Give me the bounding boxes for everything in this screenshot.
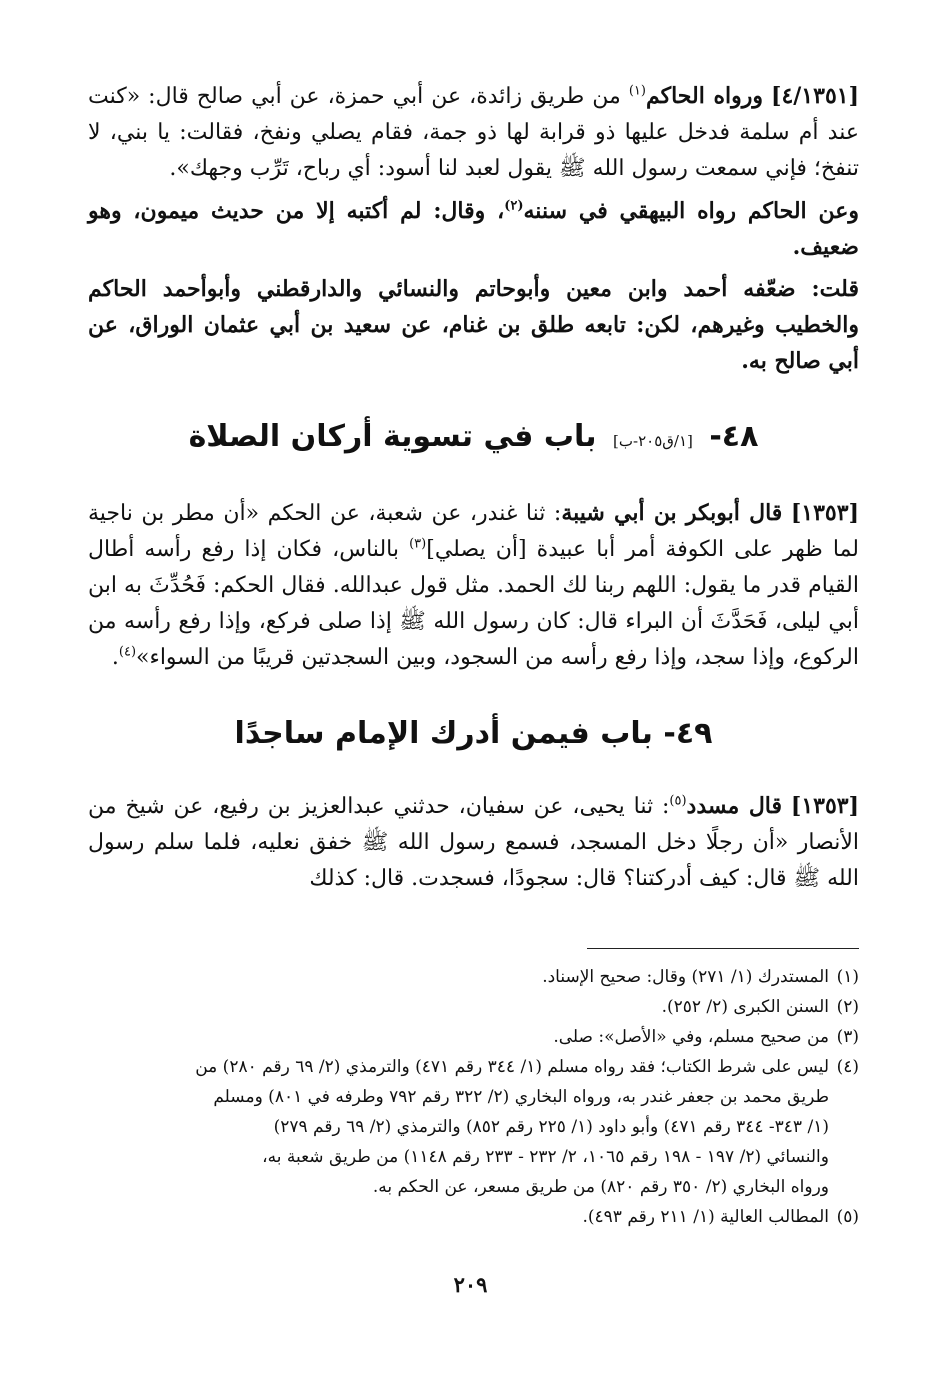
main-text bbox=[88, 78, 859, 903]
paragraph-1353-a bbox=[88, 495, 859, 676]
footnotes bbox=[88, 962, 859, 1232]
chapter-heading-48 bbox=[88, 417, 859, 461]
footnote-number: (٤) bbox=[836, 1057, 859, 1077]
paragraph-1353-b bbox=[88, 788, 859, 897]
footnote-ref-2[interactable]: (٢) bbox=[504, 198, 524, 214]
footnote-4-line-3 bbox=[88, 1112, 859, 1142]
footnote-number: (٢) bbox=[836, 997, 859, 1017]
chapter-number: ٤٨- bbox=[709, 419, 759, 454]
footnote-ref-5[interactable]: (٥) bbox=[669, 793, 687, 809]
paragraph-1351 bbox=[88, 78, 859, 187]
folio-ref: [١/ق٢٠٥-ب] bbox=[613, 432, 693, 450]
footnote-text: المستدرك (١/ ٢٧١) وقال: صحيح الإسناد. bbox=[542, 967, 829, 987]
footnote-text: ليس على شرط الكتاب؛ فقد رواه مسلم (١/ ٣٤٤ رقم ٤٧١) والترمذي (٢/ ٦٩ رقم ٢٨٠) من bbox=[195, 1057, 829, 1077]
footnote-4 bbox=[88, 1052, 859, 1082]
hadith-lead: قال مسدد bbox=[686, 793, 783, 819]
hadith-text: بالناس، فكان إذا رفع رأسه أطال القيام قدر ما يقول: اللهم ربنا لك الحمد. مثل قول عبدالله. فقال الحكم: فَحُدِّثَ به ابن أبي ليلى، فَحَدَّثَ أن البراء قال: كان رسول الله ﷺ إذا صلى فركع، وإذا رفع رأسه من الركوع، وإذا سجد، وإذا رفع رأسه من السجود، وبين السجدتين قريبًا من السواء» bbox=[88, 537, 859, 670]
footnote-separator bbox=[587, 948, 859, 949]
footnote-ref-4[interactable]: (٤) bbox=[118, 644, 137, 660]
hadith-ref: [٤/١٣٥١] bbox=[771, 83, 859, 109]
footnote-text: والنسائي (٢/ ١٩٧ - ١٩٨ رقم ١٠٦٥، ٢/ ٢٣٢ - ٢٣٣ رقم ١١٤٨) من طريق شعبة به، bbox=[262, 1147, 829, 1167]
footnote-4-line-5 bbox=[88, 1172, 859, 1202]
footnote-ref-1[interactable]: (١) bbox=[628, 83, 646, 99]
paragraph-text: وعن الحاكم رواه البيهقي في سننه bbox=[523, 198, 860, 224]
paragraph-comment bbox=[88, 271, 859, 379]
paragraph-text: ، وقال: لم أكتبه إلا من حديث ميمون، وهو ضعيف. bbox=[88, 198, 859, 260]
footnote-1 bbox=[88, 962, 859, 992]
chapter-heading-49 bbox=[88, 714, 859, 754]
footnote-4-line-4 bbox=[88, 1142, 859, 1172]
page-number: ٢٠٩ bbox=[453, 1272, 488, 1297]
footnote-4-line-2 bbox=[88, 1082, 859, 1112]
footnote-number: (٣) bbox=[836, 1027, 859, 1047]
footnote-5 bbox=[88, 1202, 859, 1232]
hadith-text: : ثنا غندر، عن شعبة، عن الحكم «أن مطر بن ناجية لما ظهر على الكوفة أمر أبا عبيدة [أن يصلي] bbox=[88, 501, 860, 562]
footnote-2 bbox=[88, 992, 859, 1022]
footnote-text: السنن الكبرى (٢/ ٢٥٢). bbox=[661, 997, 829, 1017]
chapter-title: باب في تسوية أركان الصلاة bbox=[188, 419, 597, 454]
footnote-text: ورواه البخاري (٢/ ٣٥٠ رقم ٨٢٠) من طريق مسعر، عن الحكم به. bbox=[372, 1177, 829, 1197]
hadith-text: من طريق زائدة، عن أبي حمزة، عن أبي صالح قال: «كنت عند أم سلمة فدخل عليها ذو قرابة لها ذو جمة، فقام يصلي ونفخ، فقالت: يا بني، لا تنفخ؛ فإني سمعت رسول الله ﷺ يقول لعبد لنا أسود: أي رباح، تَرِّب وجهك». bbox=[88, 84, 859, 181]
hadith-ref: [١٣٥٣] bbox=[790, 793, 860, 819]
footnote-ref-3[interactable]: (٣) bbox=[409, 536, 427, 552]
chapter-title: باب فيمن أدرك الإمام ساجدًا bbox=[234, 716, 653, 751]
hadith-lead: ورواه الحاكم bbox=[645, 83, 764, 109]
footnote-text: طريق محمد بن جعفر غندر به، ورواه البخاري (٢/ ٣٢٢ رقم ٧٩٢ وطرفه في ٨٠١) ومسلم bbox=[213, 1087, 829, 1107]
chapter-number: ٤٩- bbox=[663, 716, 713, 751]
footnote-text: (١/ ٣٤٣- ٣٤٤ رقم ٤٧١) وأبو داود (١/ ٢٢٥ رقم ٨٥٢) والترمذي (٢/ ٦٩ رقم ٢٧٩) bbox=[273, 1117, 829, 1137]
paragraph-hakim bbox=[88, 193, 859, 265]
footnote-number: (٥) bbox=[836, 1207, 859, 1227]
footnote-text: المطالب العالية (١/ ٢١١ رقم ٤٩٣). bbox=[582, 1207, 829, 1227]
footnote-3 bbox=[88, 1022, 859, 1052]
hadith-text: : ثنا يحيى، عن سفيان، حدثني عبدالعزيز بن رفيع، عن شيخ من الأنصار «أن رجلًا دخل المسجد، فسمع رسول الله ﷺ خفق نعليه، فلما سلم رسول الله ﷺ قال: كيف أدركتنا؟ قال: سجودًا، فسجدت. قال: كذلك bbox=[88, 794, 859, 891]
paragraph-text: قلت: ضعّفه أحمد وابن معين وأبوحاتم والنسائي والدارقطني وأبوأحمد الحاكم والخطيب وغيرهم، لكن: تابعه طلق بن غنام، عن سعيد بن أبي عثمان الوراق، عن أبي صالح به. bbox=[88, 276, 859, 374]
hadith-lead: قال أبوبكر بن أبي شيبة bbox=[561, 500, 783, 526]
hadith-text: . bbox=[111, 645, 119, 670]
hadith-ref: [١٣٥٣] bbox=[790, 500, 859, 526]
footnote-text: من صحيح مسلم، وفي «الأصل»: صلى. bbox=[553, 1027, 829, 1047]
footnote-number: (١) bbox=[836, 967, 859, 987]
